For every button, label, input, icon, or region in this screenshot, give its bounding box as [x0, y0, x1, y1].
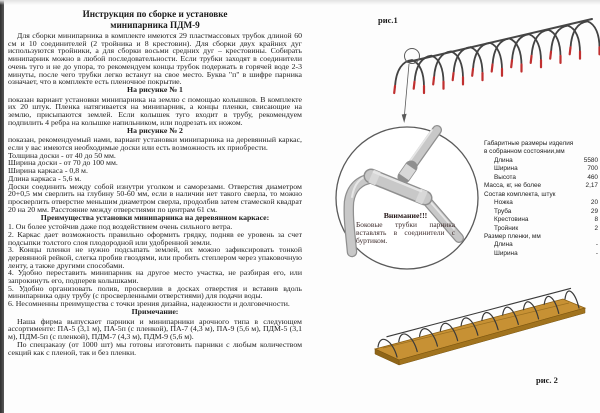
spec-row-5	[484, 174, 598, 182]
advantage-item-6: 6. Несомненны преимущества с точки зрения дизайна, надежности и долговечности.	[8, 299, 290, 309]
spec-row-9	[484, 208, 598, 216]
spec-row-3	[484, 157, 598, 165]
section-heading-advantages: Преимущества установки минипарника на деревянном каркасе:	[40, 212, 270, 222]
spec-label: Длина	[494, 241, 513, 249]
dimension-line-1: Толщина доски - от 40 до 50 мм.	[8, 150, 116, 160]
note-paragraph-1: Наша фирма выпускает парники и минипарники арочного типа в следующем ассортименте: ПА-5 (3,1 м), ПА-5п (с пленкой), ПА-7 (4,3 м), ПА-9 (5,6 м), ПДМ-5 (3,1 м), ПДМ-5п (с пленкой), ПДМ-7 (4,3 м), ПДМ-9 (5,6 м).	[8, 316, 302, 342]
advantage-item-3: 3. Концы пленки не нужно подсыпать землей, их можно зафиксировать тонкой деревянной рейкой, слегка пробив гвоздями, или пробить степлером через упаковочную ленту, а также другими способами.	[8, 245, 302, 270]
fig1-red-stake-tip	[453, 73, 454, 80]
spec-row-2	[484, 148, 598, 156]
fig1-red-stake-tip	[531, 56, 532, 63]
fig1-callout-arrowhead	[402, 114, 407, 123]
wood-frame-top-face	[375, 299, 585, 360]
figure1-description-paragraph: показан вариант установки минипарника на землю с помощью колышков. В комплекте их 20 штук. Пленка натягивается на минипарник, а концы пленки, свисающие на землю, присыпаются землей. Если колышек туго входит в трубу, рекомендуем подпилить 4 ребра на колышке напильником, или подрезать их ножом.	[8, 94, 302, 127]
spec-row-6	[484, 182, 598, 190]
page-scan-top-shadow	[0, 0, 600, 5]
document-title	[8, 9, 302, 30]
dimensions-spec-panel	[484, 140, 598, 258]
spec-label: Ширина	[494, 249, 518, 257]
advantage-item-1: 1. Он более устойчив даже под воздействием очень сильного ветра.	[8, 222, 233, 232]
spec-value: -	[595, 241, 598, 249]
spec-label: Ширина	[494, 165, 518, 173]
spec-label: Высота	[494, 173, 516, 181]
document-title-line2: минипарника ПДМ-9	[110, 19, 200, 30]
warning-title: Внимание!!!	[383, 211, 428, 220]
spec-row-13	[484, 241, 598, 249]
spec-value: -	[595, 249, 598, 257]
spec-row-10	[484, 216, 598, 224]
spec-value: 460	[587, 173, 598, 181]
advantage-item-2: 2. Каркас дает возможность правильно оформить грядку, подняв ее уровень за счет подсыпки толстого слоя плодородной или удобренной земли.	[8, 229, 302, 247]
dimension-line-4: Длина каркаса - 5,6 м.	[8, 173, 82, 183]
spec-label: Труба	[494, 207, 512, 215]
spec-row-12	[484, 233, 598, 241]
spec-label: Ножка	[494, 199, 513, 207]
fig1-red-stake-tip	[394, 86, 395, 93]
spec-label: Размер пленки, мм	[484, 232, 541, 240]
spec-value: 8	[594, 216, 598, 224]
intro-paragraph: Для сборки минипарника в комплекте имеются 29 пластмассовых трубок длиной 60 см и 10 соединителей (2 тройника и 8 крестовин). Для сборки двух крайних дуг используются тройники, а для сборки восьми средних дуг – крестовины. Собирать минипарник можно в любой последовательности. Если трубки заходят в соединители очень туго и не до упора, то рекомендуем концы трубок подержать в горячей воде 2-3 минуты, после чего трубки легко встанут на свое место. Буква "п" в шифре парника означает, что в комплекте есть пленочное покрытие.	[8, 31, 302, 87]
fig1-red-stake-tip	[550, 52, 551, 59]
advantages-list	[8, 223, 302, 308]
document-title-line1: Инструкция по сборке и установке	[82, 9, 228, 19]
spec-label: Длина	[494, 156, 513, 164]
spec-row-7	[484, 191, 598, 199]
connector-detail-drawing	[333, 124, 481, 272]
figure2-wooden-frame-drawing	[370, 286, 588, 366]
boards-assembly-paragraph: Доски соединить между собой изнутри уголком и саморезами. Отверстия диаметром 20+0,5 мм сверлить на глубину 50-60 мм, если в наличии нет такого сверла, то можно просверлить отверстие меньшим диаметром сверла, продолбив затем стамеской квадрат 20 на 20 мм. Расстояние между отверстиями по центрам 61 см.	[8, 181, 302, 214]
spec-label: Тройник	[494, 224, 519, 232]
fig1-red-stake-tip	[570, 47, 571, 54]
figure1-label: рис.1	[378, 15, 398, 25]
spec-row-8	[484, 199, 598, 207]
fig1-hoop	[571, 21, 600, 48]
spec-row-11	[484, 225, 598, 233]
fig1-red-stake-tip	[511, 60, 512, 67]
advantage-item-5: 5. Удобно организовать полив, просверлив в досках отверстия и вставив вдоль минипарника одну трубу (с просверленными отверстиями) для подачи воды.	[8, 283, 302, 301]
page-scan-left-edge	[0, 0, 4, 413]
fig1-red-stake-tip	[414, 82, 415, 89]
figure2-description-paragraph: показан, рекомендуемый нами, вариант установки минипарника на деревянный каркас, если у вас имеются необходимые доски или есть возможность их приобрести.	[8, 135, 302, 153]
spec-value: 5580	[583, 156, 598, 164]
fig1-red-stake-tip	[492, 65, 493, 72]
instruction-text-column	[8, 9, 302, 356]
warning-text: Боковые трубки парника вставлять в соединители с буртиком.	[356, 219, 455, 245]
spec-value: 2,17	[585, 182, 598, 190]
warning-note	[356, 212, 455, 245]
dimension-line-3: Ширина каркаса - 0,8 м.	[8, 166, 88, 176]
section-heading-note: Примечание:	[131, 307, 179, 317]
section-heading-figure2: На рисунке № 2	[127, 126, 183, 136]
fig1-callout-pointer-line	[404, 64, 409, 120]
spec-row-4	[484, 165, 598, 173]
spec-label: Крестовина	[494, 216, 529, 224]
spec-label: Масса, кг, не более	[484, 182, 542, 190]
section-heading-figure1: На рисунке № 1	[127, 85, 183, 95]
figure2-label: рис. 2	[536, 375, 558, 385]
spec-label: Габаритные размеры изделия	[484, 140, 574, 147]
dimension-line-2: Ширина доски - от 70 до 100 мм.	[8, 158, 118, 168]
note-paragraph-2: По спецзаказу (от 1000 шт) мы готовы изготовить парники с любым количеством секций как с пленой, так и без пленки.	[8, 339, 302, 357]
spec-value: 20	[590, 199, 598, 207]
upper-tube-sleeve	[404, 167, 411, 177]
spec-label: Состав комплекта, штук	[484, 190, 556, 198]
spec-value: 700	[587, 165, 598, 173]
board-dimension-lines	[8, 152, 302, 183]
spec-value: 29	[590, 207, 598, 215]
fig1-red-stake-tip	[472, 69, 473, 76]
fig1-arches-group	[394, 21, 599, 93]
spec-value: 2	[594, 224, 598, 232]
fig1-red-stake-tip	[433, 77, 434, 84]
advantage-item-4: 4. Удобно переставить минипарник на другое место участка, не разбирая его, или запрокинуть его, подперев колышками.	[8, 268, 302, 286]
spec-row-14	[484, 250, 598, 258]
figure1-greenhouse-frame-drawing	[386, 6, 600, 130]
spec-label: в собранном состоянии,мм	[484, 148, 565, 156]
